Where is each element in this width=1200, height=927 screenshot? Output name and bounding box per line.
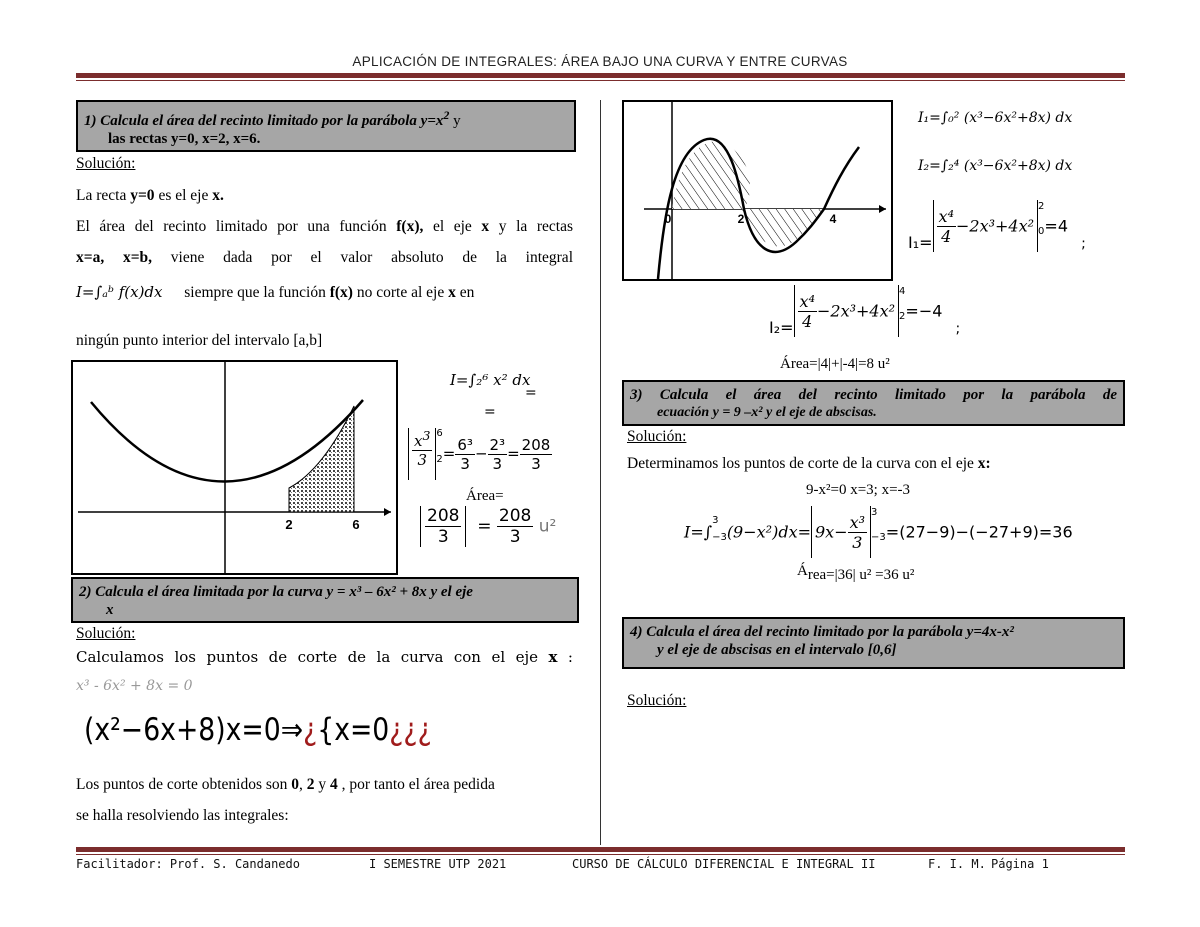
header-rule: [76, 73, 1125, 78]
shaded-region-2: [742, 209, 824, 246]
exercise-1-title: 1) Calcula el área del recinto limitado por la parábola y=x: [84, 113, 444, 129]
footer-facilitator: Facilitador: Prof. S. Candanedo: [76, 857, 300, 871]
integral-definition: I=∫ₐᵇ f(x)dx: [76, 283, 163, 301]
exercise-1-paragraph-4: I=∫ₐᵇ f(x)dx siempre que la función f(x) no corte al eje x en: [76, 283, 475, 301]
exercise-2-title: 2) Calcula el área limitada por la curva y = x³ – 6x² + 8x y el eje: [79, 584, 473, 600]
integral-evaluation: $\frac{x^3}{3}$ 6 2 = $\frac{\text{6³}}{3}$ − $\frac{\text{2³}}{3}$ = $\frac{208}{3}$: [408, 428, 552, 480]
parabola-graph: [71, 360, 398, 575]
exercise-1-paragraph-3: x=a, x=b, viene dada por el valor absoluto de la integral: [76, 249, 573, 266]
exercise-2-solution-label: Solución:: [76, 625, 136, 642]
tick-label-0: 0: [664, 212, 672, 226]
shaded-region-1: [672, 141, 750, 209]
tick-label-2: 2: [285, 517, 293, 532]
exercise-3-title: 3) Calcula el área del recinto limitado por la parábola de: [630, 387, 1117, 403]
exercise-1-paragraph-5: ningún punto interior del intervalo [a,b]: [76, 332, 323, 349]
exercise-2-paragraph-3: se halla resolviendo las integrales:: [76, 807, 289, 824]
exercise-4-title: 4) Calcula el área del recinto limitado por la parábola y=4x-x²: [630, 624, 1014, 640]
footer-page-number: Página 1: [991, 857, 1049, 871]
exercise-2-box: 2) Calcula el área limitada por la curva y = x³ – 6x² + 8x y el eje x: [71, 577, 579, 623]
footer-faculty: F. I. M.: [928, 857, 986, 871]
cubic-graph: [622, 100, 893, 281]
tick-label-6: 6: [352, 517, 360, 532]
exercise-3-paragraph-1: Determinamos los puntos de corte de la curva con el eje x:: [627, 455, 991, 472]
exercise-1-box: 1) Calcula el área del recinto limitado por la parábola $y=x^2$ y las rectas y=0, x=2, x=6.: [76, 100, 576, 152]
I1-evaluation: I₁= $\frac{\text{x⁴}}{4}$ −2x³+4x² 2 0 =4 ;: [908, 201, 1086, 252]
page-header-title: APLICACIÓN DE INTEGRALES: ÁREA BAJO UNA CURVA Y ENTRE CURVAS: [352, 54, 848, 69]
integral-I2: I₂=∫₂⁴ (x³−6x²+8x) dx: [918, 158, 1073, 174]
header-rule-thin: [76, 80, 1125, 81]
footer-semester: I SEMESTRE UTP 2021: [369, 857, 507, 871]
exercise-3-box: 3) Calcula el área del recinto limitado por la parábola de ecuación y = 9 –x² y el eje de abscisas.: [622, 380, 1125, 426]
exercise-1-solution-label: Solución:: [76, 155, 136, 172]
factored-equation: (x²−6x+8)x=0⇒¿{x=0¿¿¿: [84, 712, 432, 748]
exercise-4-solution-label: Solución:: [627, 692, 687, 709]
area-result: $\frac{208}{3}$ = $\frac{208}{3}$ u²: [420, 506, 556, 547]
area-label: Área=: [466, 488, 504, 504]
exercise-2-paragraph-2: Los puntos de corte obtenidos son 0, 2 y 4 , por tanto el área pedida: [76, 776, 495, 793]
cubic-equation: x³ - 6x² + 8x = 0: [76, 678, 193, 694]
footer-rule: [76, 847, 1125, 852]
exercise-1-paragraph-1: La recta y=0 es el eje x.: [76, 187, 224, 204]
exercise-4-box: 4) Calcula el área del recinto limitado por la parábola y=4x-x² y el eje de abscisas en el intervalo [0,6]: [622, 617, 1125, 669]
footer-course: CURSO DE CÁLCULO DIFERENCIAL E INTEGRAL II: [572, 857, 876, 871]
exercise-3-solution-label: Solución:: [627, 428, 687, 445]
total-area-ex2: Área=|4|+|-4|=8 u²: [780, 356, 890, 372]
integral-setup: I=∫₂⁶ x² dx: [450, 371, 531, 389]
I2-evaluation: I₂= $\frac{\text{x⁴}}{4}$ −2x³+4x² 4 2 =−4 ;: [769, 286, 961, 337]
exercise-1-paragraph-2: El área del recinto limitado por una función f(x), el eje x y la rectas: [76, 218, 573, 235]
roots-line: 9-x²=0 x=3; x=-3: [806, 482, 911, 498]
exercise-2-paragraph-1: Calculamos los puntos de corte de la curva con el eje x :: [76, 648, 573, 666]
integral-I1: I₁=∫₀² (x³−6x²+8x) dx: [918, 110, 1073, 126]
tick-label-2: 2: [737, 212, 745, 226]
area-result-ex3: Área=|36| u² =36 u²: [797, 563, 915, 583]
exercise-3-integral: I=∫ 3 −3 (9−x²)dx= 9x− $\frac{\text{x³}}{3}$ 3 −3 =(27−9)−(−27+9)=36: [684, 506, 1073, 558]
tick-label-4: 4: [829, 212, 837, 226]
footer-rule-thin: [76, 854, 1125, 855]
column-divider: [600, 100, 601, 845]
